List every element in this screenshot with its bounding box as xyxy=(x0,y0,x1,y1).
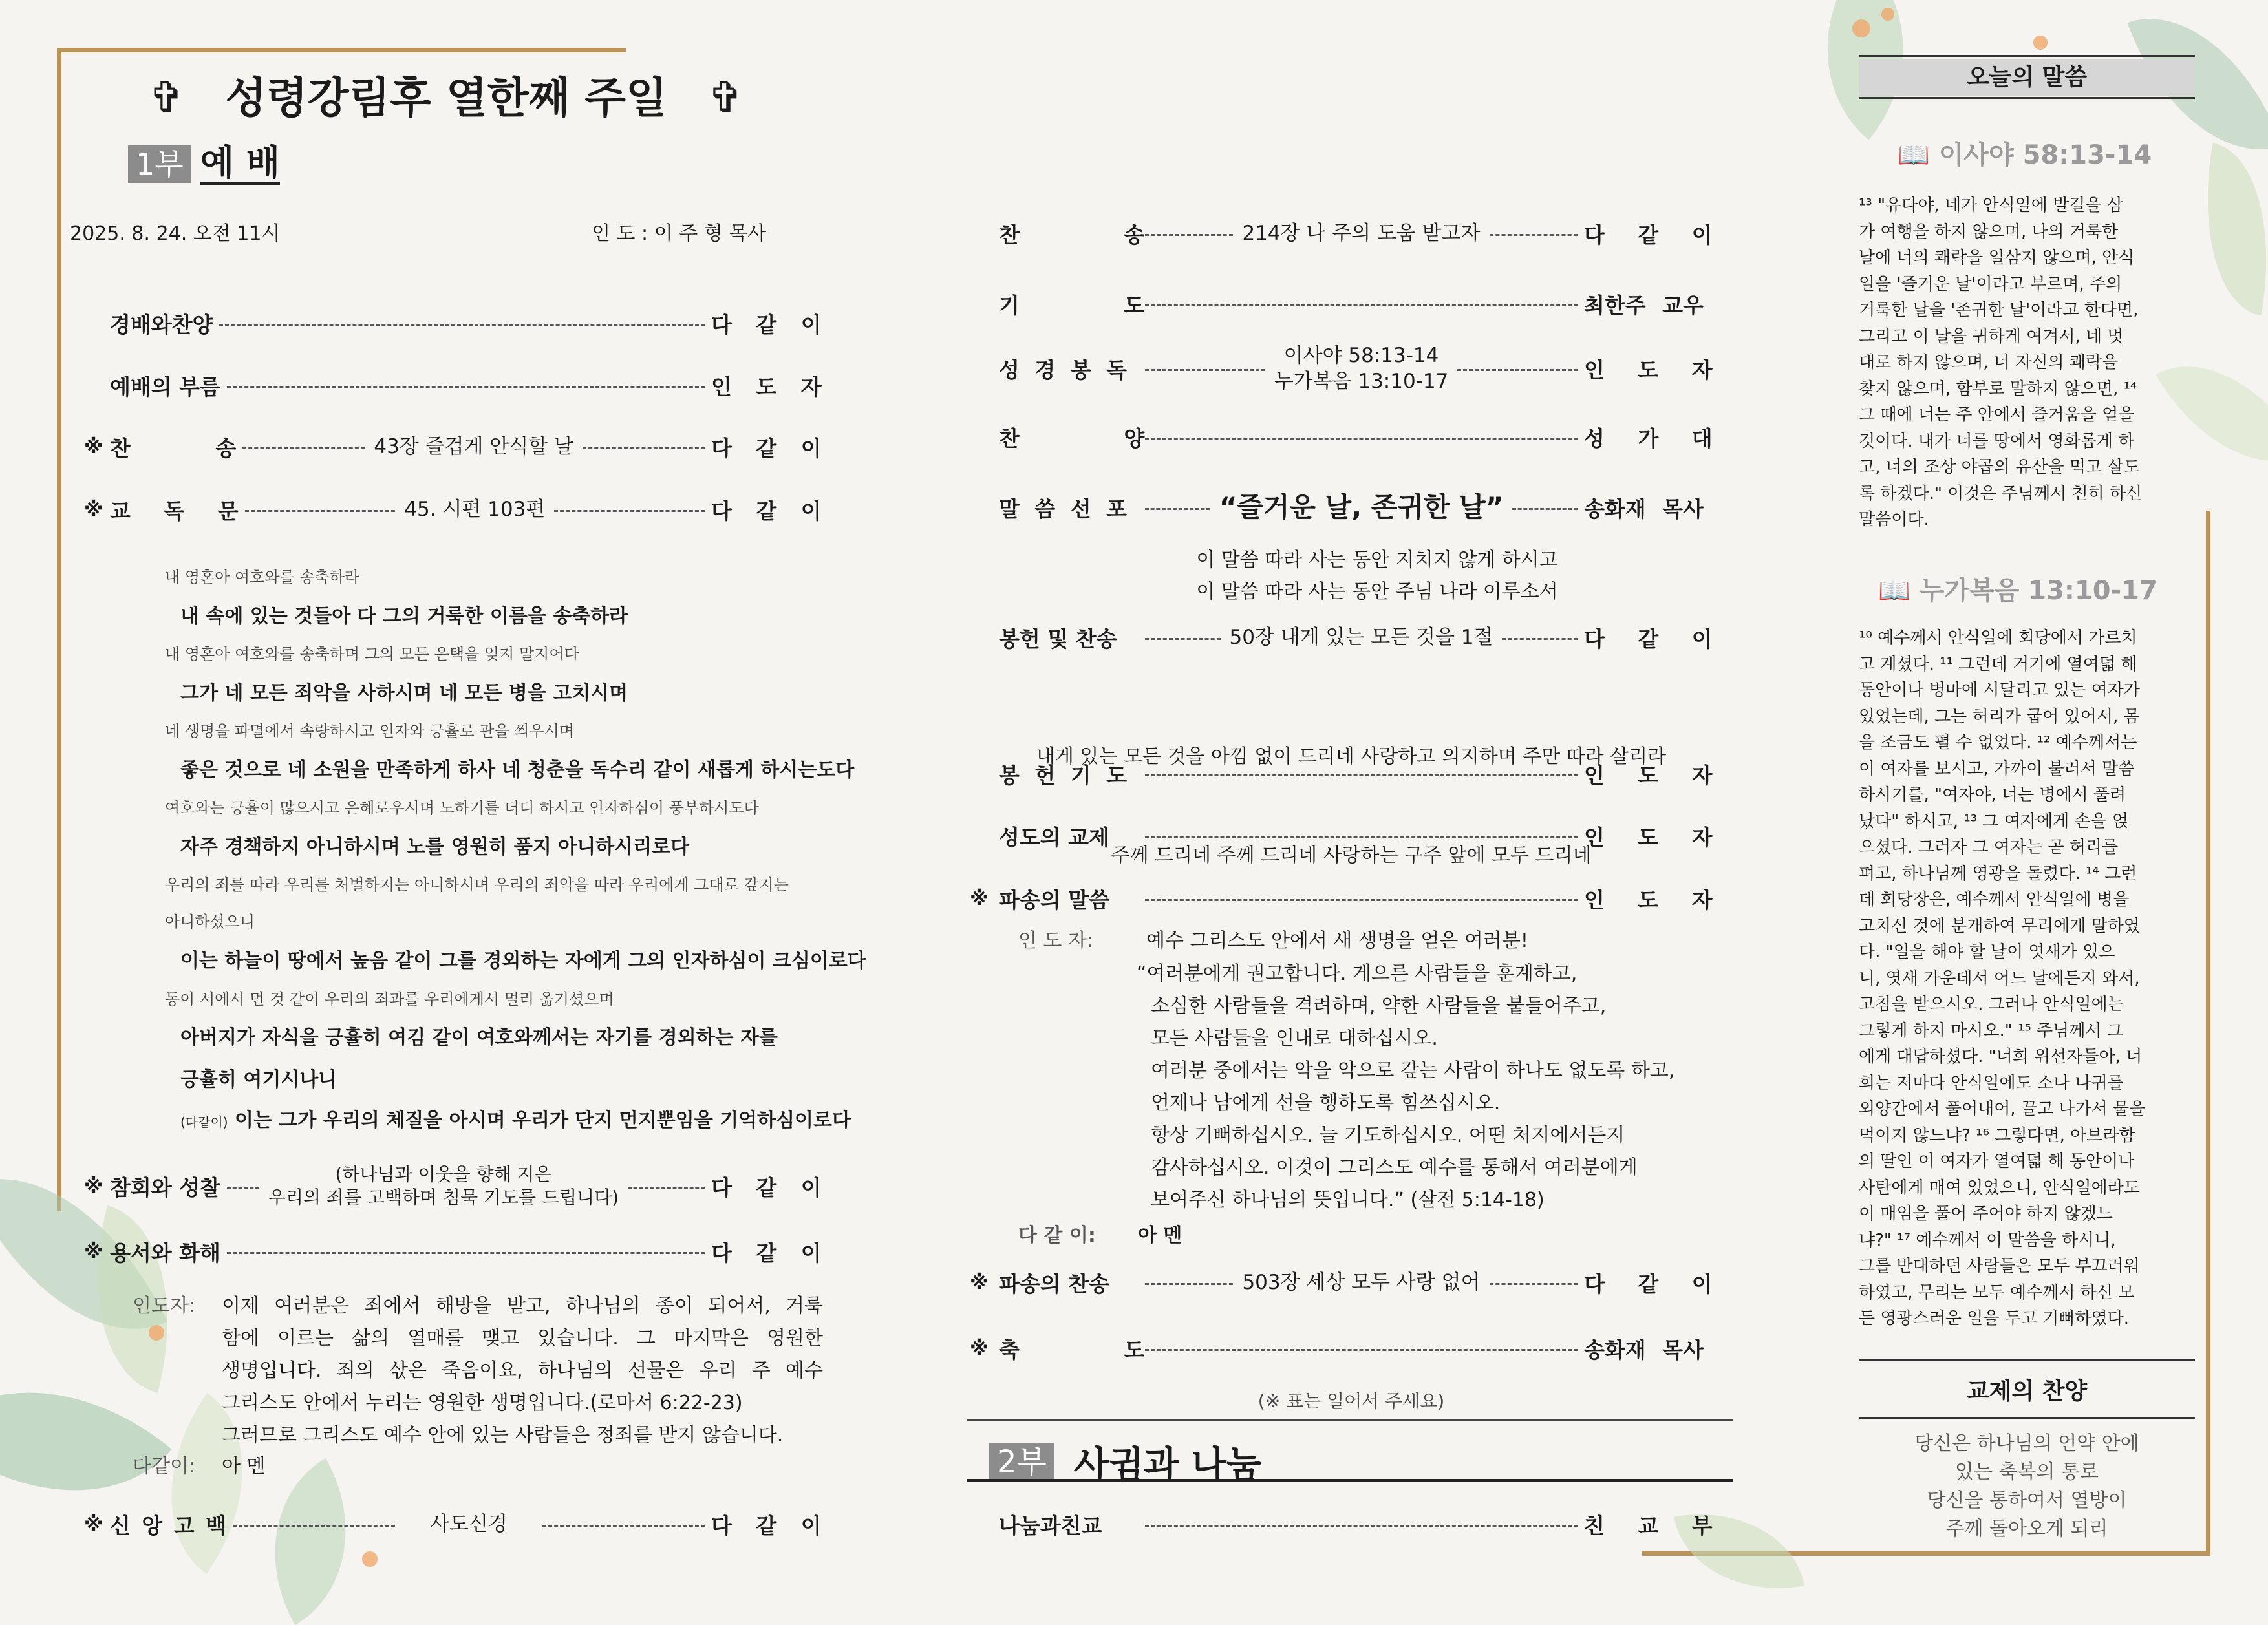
order-right: 성 가 대 xyxy=(1584,426,1713,451)
right-frame-side xyxy=(2206,511,2210,1551)
order-right: 인 도 자 xyxy=(1584,887,1713,913)
order-label: 봉헌 및 찬송 xyxy=(999,626,1117,652)
order-label: 기 도 xyxy=(999,293,1145,318)
order-right: 다 같 이 xyxy=(711,1174,822,1200)
order-label: 찬 송 xyxy=(999,222,1145,248)
order-detail: 누가복음 13:10-17 xyxy=(1274,370,1449,393)
sending-line: 항상 기뻐하십시오. 늘 기도하십시오. 어떤 처지에서든지 xyxy=(1151,1124,1625,1147)
service-date: 2025. 8. 24. 오전 11시 xyxy=(70,222,281,245)
book-icon: 📖 xyxy=(1878,576,1910,606)
order-right: 다 같 이 xyxy=(711,1513,822,1538)
order-detail: 214장 나 주의 도움 받고자 xyxy=(1242,222,1481,246)
order-detail: 43장 즐겁게 안식할 날 xyxy=(374,435,573,459)
stand-mark: ※ xyxy=(970,1337,989,1360)
order-item xyxy=(970,289,1733,319)
forgiveness-line: 함에 이르는 삶의 열매를 맺고 있습니다. 그 마지막은 영원한 xyxy=(222,1327,823,1350)
forgiveness-line: 그러므로 그리스도 예수 안에 있는 사람들은 정죄를 받지 않습니다. xyxy=(222,1424,784,1447)
all-label: 다 같 이: xyxy=(1018,1224,1096,1247)
praise-title: 교제의 찬양 xyxy=(1966,1378,2088,1405)
order-label: 참회와 성찰 xyxy=(110,1174,220,1200)
order-right: 인 도 자 xyxy=(1584,763,1713,788)
order-label: 성 경 봉 독 xyxy=(999,357,1127,383)
scripture-ref: 📖 이사야 58:13-14 xyxy=(1898,140,2152,170)
praise-lyrics: 당신은 하나님의 언약 안에 있는 축복의 통로 당신을 통하여서 열방이 주께 돌아오게 되리 xyxy=(1914,1432,2139,1540)
order-label: 찬 송 xyxy=(110,436,237,461)
order-label: 교 독 문 xyxy=(110,498,239,524)
speaker-label: 인도자: xyxy=(133,1295,196,1317)
part-title: 예 배 xyxy=(200,143,280,185)
sidebar-header: 오늘의 말씀 xyxy=(1859,59,2195,96)
order-item-forgiveness xyxy=(84,1237,840,1267)
order-detail: 우리의 죄를 고백하며 침묵 기도를 드립니다) xyxy=(268,1187,619,1208)
order-item xyxy=(84,308,840,339)
order-item xyxy=(970,821,1733,851)
reading-leader-line: 내 영혼아 여호와를 송축하라 xyxy=(165,568,360,586)
part-title: 사귐과 나눔 xyxy=(1073,1444,1261,1486)
order-item-sending-hymn xyxy=(970,1268,1733,1298)
order-right: 다 같 이 xyxy=(711,436,822,461)
amen-text: 아 멘 xyxy=(222,1455,266,1478)
sending-line: 언제나 남에게 선을 행하도록 힘쓰십시오. xyxy=(1151,1092,1501,1114)
sending-line: 소심한 사람들을 격려하며, 약한 사람들을 붙들어주고, xyxy=(1151,995,1607,1017)
reading-people-line: 내 속에 있는 것들아 다 그의 거룩한 이름을 송축하라 xyxy=(180,605,628,628)
stand-mark: ※ xyxy=(970,887,989,910)
order-item xyxy=(970,218,1733,249)
order-item xyxy=(970,343,1733,394)
reading-leader-line: 동이 서에서 먼 것 같이 우리의 죄과를 우리에게서 멀리 옮기셨으며 xyxy=(165,990,614,1008)
order-detail: 사도신경 xyxy=(430,1513,508,1536)
order-label: 용서와 화해 xyxy=(110,1240,220,1266)
order-label: 파송의 말씀 xyxy=(999,887,1109,913)
forgiveness-line: 이제 여러분은 죄에서 해방을 받고, 하나님의 종이 되어서, 거룩 xyxy=(222,1295,823,1317)
order-right: 인 도 자 xyxy=(1584,357,1713,383)
sidebar-top-rule xyxy=(1859,55,2195,57)
order-right: 송화재 목사 xyxy=(1584,496,1704,522)
part-badge: 1부 xyxy=(128,145,191,183)
sending-line: 감사하십시오. 이것이 그리스도 예수를 통해서 여러분에게 xyxy=(1151,1156,1638,1179)
order-right: 다 같 이 xyxy=(711,498,822,524)
part1-header xyxy=(128,143,280,185)
order-item-offering xyxy=(970,622,1733,653)
order-detail: (하나님과 이웃을 향해 지은 xyxy=(335,1163,552,1185)
order-item xyxy=(84,432,840,462)
order-right: 인 도 자 xyxy=(711,374,822,399)
order-label: 경배와찬양 xyxy=(110,312,213,337)
sermon-prayer: 이 말씀 따라 사는 동안 지치지 않게 하시고 이 말씀 따라 사는 동안 주님 나라 이루소서 xyxy=(1196,549,1558,603)
order-right: 친 교 부 xyxy=(1584,1513,1713,1538)
reading-people-line: 그가 네 모든 죄악을 사하시며 네 모든 병을 고치시며 xyxy=(180,682,628,705)
divider xyxy=(967,1479,1733,1482)
order-item-benediction xyxy=(970,1333,1733,1364)
left-frame-side xyxy=(57,48,61,1211)
order-detail: 50장 내게 있는 모든 것을 1절 xyxy=(1229,626,1493,650)
book-icon: 📖 xyxy=(1898,140,1930,170)
sending-line: 모든 사람들을 인내로 대하십시오. xyxy=(1151,1027,1438,1050)
reading-leader-line: 여호와는 긍휼이 많으시고 은혜로우시며 노하기를 더디 하시고 인자하심이 풍부하시도다 xyxy=(165,799,759,817)
scripture-text-isaiah: ¹³ "유다야, 네가 안식일에 발길을 삼 가 여행을 하지 않으며, 나의 거룩한 날에 너의 쾌락을 일삼지 않으며, 안식 일을 '즐거운 날'이라고 부르며, 주의 거룩한 날을 '존귀한 날'이라고 한다면, 그리고 이 날을 귀하게 여겨서, 네 멋 대로 하지 않으며, 너 자신의 쾌락을 찾지 않으며, 함부로 말하지 않으면, ¹⁴ 그 때에 너는 주 안에서 즐거움을 얻을 것이다. 내가 너를 땅에서 영화롭게 하 고, 너의 조상 야곱의 유산을 먹고 살도 록 하겠다." 이것은 주님께서 친히 하신 말씀이다. xyxy=(1859,196,2143,529)
order-item xyxy=(970,422,1733,452)
order-right: 다 같 이 xyxy=(1584,222,1713,248)
order-label: 파송의 찬송 xyxy=(999,1271,1109,1297)
reading-people-line: 아버지가 자식을 긍휼히 여김 같이 여호와께서는 자기를 경외하는 자를 xyxy=(180,1026,778,1049)
order-right: 송화재 목사 xyxy=(1584,1337,1704,1363)
forgiveness-line: 생명입니다. 죄의 삯은 죽음이요, 하나님의 선물은 우리 주 예수 xyxy=(222,1359,823,1382)
order-right: 최한주 교우 xyxy=(1584,293,1704,318)
order-detail: 503장 세상 모두 사랑 없어 xyxy=(1242,1271,1481,1295)
sending-line: 예수 그리스도 안에서 새 생명을 얻은 여러분! xyxy=(1146,929,1528,952)
order-item-fellowship xyxy=(970,1509,1733,1540)
reading-people-line: 자주 경책하지 아니하시며 노를 영원히 품지 아니하시리로다 xyxy=(180,836,690,858)
reading-all-prefix: (다같이) xyxy=(180,1114,228,1130)
sermon-title: “즐거운 날, 존귀한 날” xyxy=(1219,491,1504,523)
title-text: 성령강림후 열한째 주일 xyxy=(225,73,667,123)
part-badge: 2부 xyxy=(989,1443,1054,1482)
reading-people-line: 이는 하늘이 땅에서 높음 같이 그를 경외하는 자에게 그의 인자하심이 크심이로다 xyxy=(180,950,866,972)
stand-note: (※ 표는 일어서 주세요) xyxy=(1257,1390,1445,1412)
stand-mark: ※ xyxy=(970,1271,989,1294)
reading-all-line: (다같이) 이는 그가 우리의 체질을 아시며 우리가 단지 먼지뿐임을 기억하심이로다 xyxy=(180,1109,851,1132)
order-label: 축 도 xyxy=(999,1337,1145,1363)
forgiveness-line: 그리스도 안에서 누리는 영원한 생명입니다.(로마서 6:22-23) xyxy=(222,1392,743,1414)
sending-line: “여러분에게 권고합니다. 게으른 사람들을 훈계하고, xyxy=(1137,962,1578,985)
order-right: 다 같 이 xyxy=(711,1240,822,1266)
left-frame-top xyxy=(57,48,626,52)
offering-lyrics: 내게 있는 모든 것을 아낌 없이 드리네 사랑하고 의지하며 주만 따라 살리라 주께 드리네 주께 드리네 사랑하는 구주 앞에 모두 드리네 xyxy=(1036,745,1667,867)
divider xyxy=(967,1419,1733,1421)
order-label: 말 씀 선 포 xyxy=(999,496,1127,522)
order-label: 찬 양 xyxy=(999,426,1145,451)
cross-icon: ✞ xyxy=(707,73,744,123)
order-detail: 45. 시편 103편 xyxy=(404,498,546,522)
stand-mark: ※ xyxy=(84,498,103,521)
reading-people-line: 긍휼히 여기시나니 xyxy=(180,1068,337,1091)
order-label: 성도의 교제 xyxy=(999,825,1109,850)
reading-leader-line: 네 생명을 파멸에서 속량하시고 인자와 긍휼로 관을 씌우시며 xyxy=(165,722,575,740)
scripture-ref: 📖 누가복음 13:10-17 xyxy=(1878,576,2157,606)
order-item-repentance xyxy=(84,1160,840,1212)
stand-mark: ※ xyxy=(84,1513,103,1536)
reading-leader-line: 아니하셨으니 xyxy=(165,913,255,931)
reading-leader-line: 우리의 죄를 따라 우리를 처벌하지는 아니하시며 우리의 죄악을 따라 우리에게 그대로 갚지는 xyxy=(165,876,789,894)
sidebar-rule xyxy=(1859,97,2195,99)
stand-mark: ※ xyxy=(84,1240,103,1263)
sending-line: 여러분 중에서는 악을 악으로 갚는 사람이 하나도 없도록 하고, xyxy=(1151,1059,1675,1082)
order-item-creed xyxy=(84,1509,840,1540)
order-label: 봉 헌 기 도 xyxy=(999,763,1127,788)
order-item-sermon xyxy=(970,490,1733,526)
reading-people-line: 좋은 것으로 네 소원을 만족하게 하사 네 청춘을 독수리 같이 새롭게 하시는도다 xyxy=(180,759,855,781)
order-right: 다 같 이 xyxy=(1584,1271,1713,1297)
sidebar-rule xyxy=(1859,1417,2195,1419)
order-label: 신 앙 고 백 xyxy=(110,1513,226,1538)
service-leader: 인 도 : 이 주 형 목사 xyxy=(592,222,767,245)
order-detail: 이사야 58:13-14 xyxy=(1283,343,1439,367)
order-right: 다 같 이 xyxy=(1584,626,1713,652)
amen-text: 아 멘 xyxy=(1138,1224,1182,1247)
all-label: 다같이: xyxy=(133,1455,196,1478)
sidebar-rule xyxy=(1859,1359,2195,1361)
order-item xyxy=(970,759,1733,789)
speaker-label: 인 도 자: xyxy=(1018,929,1094,952)
reading-leader-line: 내 영혼아 여호와를 송축하며 그의 모든 은택을 잊지 말지어다 xyxy=(165,645,579,663)
order-right: 다 같 이 xyxy=(711,312,822,337)
scripture-text-luke: ¹⁰ 예수께서 안식일에 회당에서 가르치 고 계셨다. ¹¹ 그런데 거기에 열여덟 해 동안이나 병마에 시달리고 있는 여자가 있었는데, 그는 허리가 굽어 있어서, 몸 을 조금도 펼 수 없었다. ¹² 예수께서는 이 여자를 보시고, 가까이 불러서 말씀 하시기를, "여자야, 너는 병에서 풀려 났다" 하시고, ¹³ 그 여자에게 손을 얹 으셨다. 그러자 그 여자는 곧 허리를 펴고, 하나님께 영광을 돌렸다. ¹⁴ 그런 데 회당장은, 예수께서 안식일에 병을 고치신 것에 분개하여 무리에게 말하였 다. "일을 해야 할 날이 엿새가 있으 니, 엿새 가운데서 어느 날에든지 와서, 고침을 받으시오. 그러나 안식일에는 그렇게 하지 마시오." ¹⁵ 주님께서 그 에게 대답하셨다. "너희 위선자들아, 너 희는 저마다 안식일에도 소나 나귀를 외양간에서 풀어내어, 끌고 나가서 물을 먹이지 않느냐? ¹⁶ 그렇다면, 아브라함 의 딸인 이 여자가 열여덟 해 동안이나 사탄에게 매여 있었으니, 안식일에라도 이 매임을 풀어 주어야 하지 않겠느 냐?" ¹⁷ 예수께서 이 말씀을 하시니, 그를 반대하던 사람들은 모두 부끄러워 하였고, 무리는 모두 예수께서 하신 모 든 영광스러운 일을 두고 기뻐하였다. xyxy=(1859,628,2146,1328)
stand-mark: ※ xyxy=(84,436,103,458)
sending-line: 보여주신 하나님의 뜻입니다.” (살전 5:14-18) xyxy=(1151,1189,1545,1211)
order-right: 인 도 자 xyxy=(1584,825,1713,850)
order-item xyxy=(970,884,1733,914)
stand-mark: ※ xyxy=(84,1174,103,1198)
order-item xyxy=(84,370,840,401)
order-label: 예배의 부름 xyxy=(110,374,220,399)
order-item xyxy=(84,494,840,525)
cross-icon: ✞ xyxy=(149,73,185,123)
order-label: 나눔과친교 xyxy=(999,1513,1102,1538)
page-title xyxy=(149,63,744,125)
